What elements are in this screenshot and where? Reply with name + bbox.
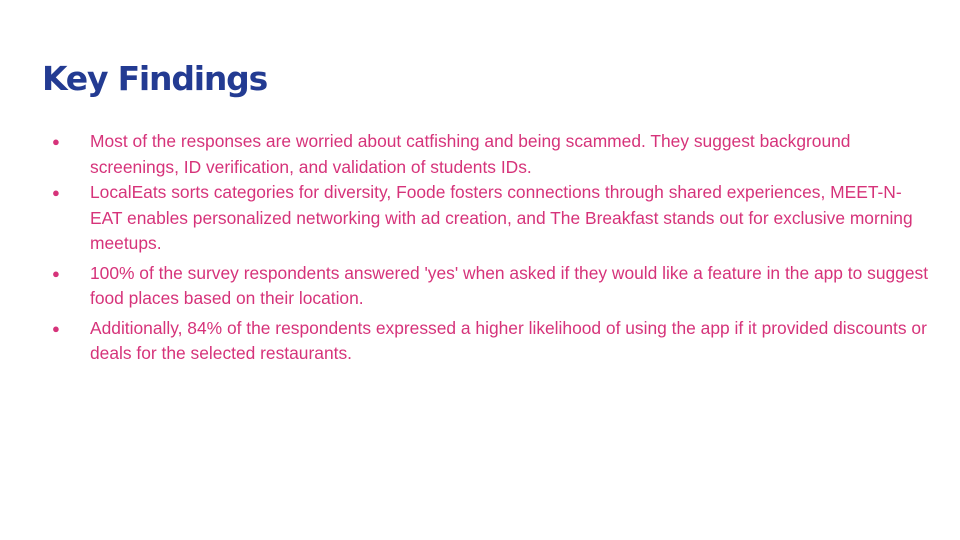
finding-item-2 xyxy=(52,180,932,257)
bullet-icon: ● xyxy=(52,265,60,281)
bullet-icon: ● xyxy=(52,185,60,200)
finding-item-4 xyxy=(52,316,932,367)
bullet-icon: ● xyxy=(52,134,60,149)
finding-text: LocalEats sorts categories for diversity, Foode fosters connections through shared experiences, MEET-N-EAT enables personalized networking with ad creation, and The Breakfast stands out for exclusive morning meetups. xyxy=(90,182,913,253)
findings-list xyxy=(52,129,932,367)
finding-text: 100% of the survey respondents answered 'yes' when asked if they would like a feature in the app to suggest food places based on their location. xyxy=(90,262,929,308)
finding-item-1 xyxy=(52,129,932,180)
slide-title: Key Findings xyxy=(42,59,268,98)
finding-text: Most of the responses are worried about catfishing and being scammed. They suggest background screenings, ID verification, and validation of students IDs. xyxy=(90,131,851,177)
bullet-icon: ● xyxy=(52,320,60,336)
finding-text: Additionally, 84% of the respondents expressed a higher likelihood of using the app if it provided discounts or deals for the selected restaurants. xyxy=(90,317,927,363)
finding-item-3 xyxy=(52,261,932,312)
